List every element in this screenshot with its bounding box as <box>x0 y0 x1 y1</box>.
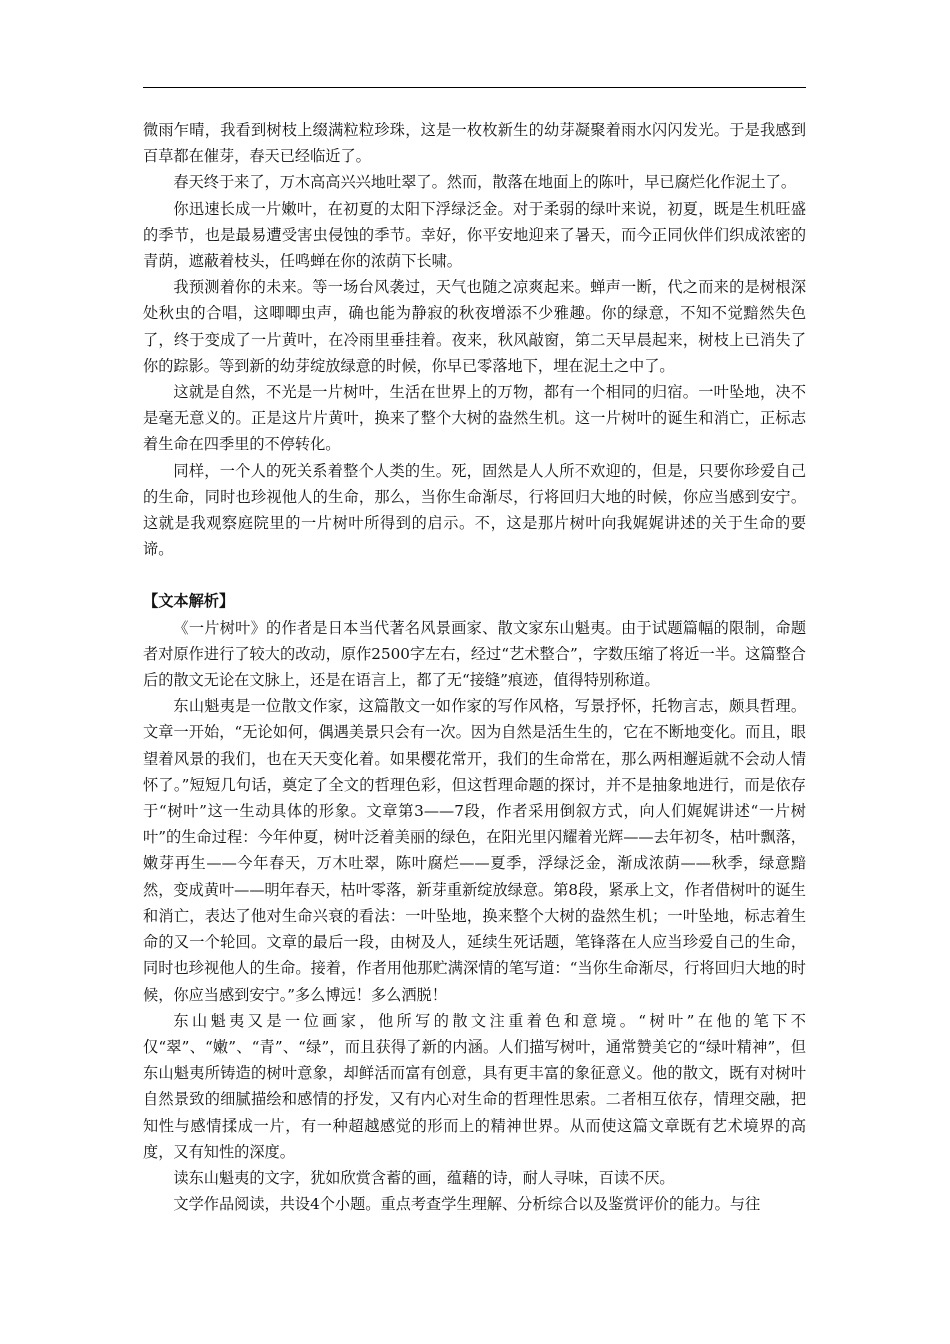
analysis-paragraph: 《一片树叶》的作者是日本当代著名风景画家、散文家东山魁夷。由于试题篇幅的限制，命题者对原作进行了较大的改动，原作2500字左右，经过“艺术整合”，字数压缩了将近一半。这篇整合后的散文无论在文脉上，还是在语言上，都了无“接缝”痕迹，值得特别称道。 <box>143 618 806 690</box>
header-rule <box>143 87 806 88</box>
article-paragraph: 这就是自然，不光是一片树叶，生活在世界上的万物，都有一个相同的归宿。一叶坠地，决不是毫无意义的。正是这片片黄叶，换来了整个大树的盎然生机。这一片树叶的诞生和消亡，正标志着生命在四季里的不停转化。 <box>143 383 806 454</box>
analysis-paragraph: 东山魁夷又是一位画家，他所写的散文注重着色和意境。“树叶”在他的笔下不仅“翠”、“嫩”、“青”、“绿”，而且获得了新的内涵。人们描写树叶，通常赞美它的“绿叶精神”，但东山魁夷所铸造的树叶意象，却鲜活而富有创意，具有更丰富的象征意义。他的散文，既有对树叶自然景致的细腻描绘和感情的抒发，又有内心对生命的哲理性思索。二者相互依存，情理交融，把知性与感情揉成一片，有一种超越感觉的形而上的精神世界。从而使这篇文章既有艺术境界的高度，又有知性的深度。 <box>143 1011 806 1161</box>
analysis-paragraph: 东山魁夷是一位散文作家，这篇散文一如作家的写作风格，写景抒怀，托物言志，颇具哲理。文章一开始，“无论如何，偶遇美景只会有一次。因为自然是活生生的，它在不断地变化。而且，眼望着风景的我们，也在天天变化着。如果樱花常开，我们的生命常在，那么两相邂逅就不会动人情怀了。”短短几句话，奠定了全文的哲理色彩，但这哲理命题的探讨，并不是抽象地进行，而是依存于“树叶”这一生动具体的形象。文章第3——7段，作者采用倒叙方式，向人们娓娓讲述“一片树叶”的生命过程：今年仲夏，树叶泛着美丽的绿色，在阳光里闪耀着光辉——去年初冬，枯叶飘落，嫩芽再生——今年春天，万木吐翠，陈叶腐烂——夏季，浮绿泛金，渐成浓荫——秋季，绿意黯然，变成黄叶——明年春天，枯叶零落，新芽重新绽放绿意。第8段，紧承上文，作者借树叶的诞生和消亡，表达了他对生命兴衰的看法：一叶坠地，换来整个大树的盎然生机；一叶坠地，标志着生命的又一个轮回。文章的最后一段，由树及人，延续生死话题，笔锋落在人应当珍爱自己的生命，同时也珍视他人的生命。接着，作者用他那贮满深情的笔写道：“当你生命渐尽，行将回归大地的时候，你应当感到安宁。”多么博远！多么洒脱！ <box>143 697 806 1004</box>
article-paragraph: 微雨乍晴，我看到树枝上缀满粒粒珍珠，这是一枚枚新生的幼芽凝聚着雨水闪闪发光。于是我感到百草都在催芽，春天已经临近了。 <box>143 121 806 166</box>
article-paragraph: 同样，一个人的死关系着整个人类的生。死，固然是人人所不欢迎的，但是，只要你珍爱自己的生命，同时也珍视他人的生命，那么，当你生命渐尽，行将回归大地的时候，你应当感到安宁。这就是我观察庭院里的一片树叶所得到的启示。不，这是那片树叶向我娓娓讲述的关于生命的要谛。 <box>143 461 806 559</box>
article-paragraph: 你迅速长成一片嫩叶，在初夏的太阳下浮绿泛金。对于柔弱的绿叶来说，初夏，既是生机旺盛的季节，也是最易遭受害虫侵蚀的季节。幸好，你平安地迎来了暑天，而今正同伙伴们织成浓密的青荫，遮蔽着枝头，任鸣蝉在你的浓荫下长啸。 <box>143 199 806 271</box>
document-body <box>143 117 806 1217</box>
section-spacer <box>143 562 806 588</box>
article-paragraph: 春天终于来了，万木高高兴兴地吐翠了。然而，散落在地面上的陈叶，早已腐烂化作泥土了。 <box>173 173 797 192</box>
analysis-paragraph: 文学作品阅读，共设4个小题。重点考查学生理解、分析综合以及鉴赏评价的能力。与往 <box>173 1195 761 1214</box>
analysis-heading: 【文本解析】 <box>143 592 235 611</box>
analysis-paragraph: 读东山魁夷的文字，犹如欣赏含蓄的画，蕴藉的诗，耐人寻味，百读不厌。 <box>173 1168 675 1187</box>
article-paragraph: 我预测着你的未来。等一场台风袭过，天气也随之凉爽起来。蝉声一断，代之而来的是树根深处秋虫的合唱，这唧唧虫声，确也能为静寂的秋夜增添不少雅趣。你的绿意，不知不觉黯然失色了，终于变成了一片黄叶，在冷雨里垂挂着。夜来，秋风敲窗，第二天早晨起来，树枝上已消失了你的踪影。等到新的幼芽绽放绿意的时候，你早已零落地下，埋在泥土之中了。 <box>143 278 806 375</box>
